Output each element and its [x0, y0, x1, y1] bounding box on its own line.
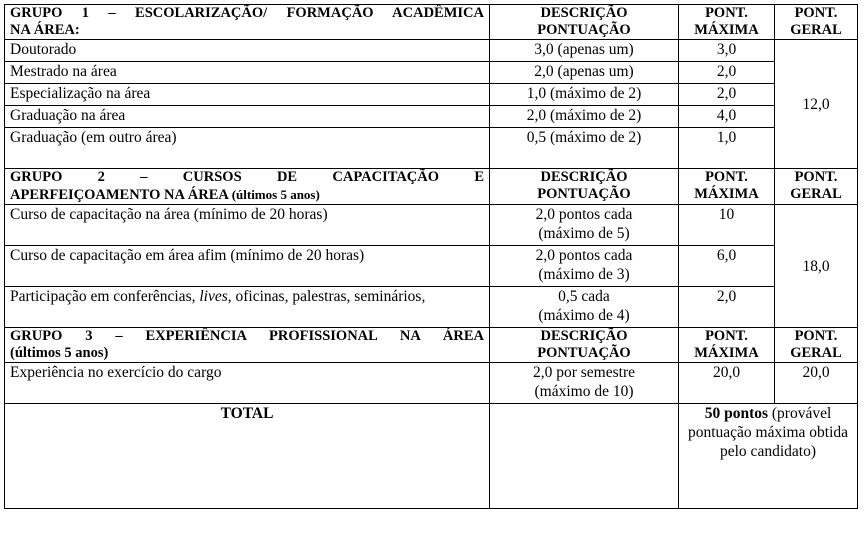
table-row	[5, 62, 858, 84]
item-cell	[5, 287, 490, 328]
group-header-row	[5, 5, 858, 40]
desc-line2: (máximo de 3)	[538, 266, 630, 283]
item-cell: Doutorado	[5, 40, 490, 62]
max-cell: 1,0	[679, 128, 775, 169]
max-cell: 3,0	[679, 40, 775, 62]
geral-cell: 20,0	[775, 363, 858, 404]
group-title-line1: GRUPO 1 – ESCOLARIZAÇÃO/ FORMAÇÃO ACADÊMICA	[10, 5, 484, 21]
table-row	[5, 106, 858, 128]
item-cell: Graduação (em outro área)	[5, 128, 490, 169]
group-title-line1: GRUPO 2 – CURSOS DE CAPACITAÇÃO E	[10, 169, 484, 185]
group-title-line2: (últimos 5 anos)	[10, 345, 109, 361]
table-row	[5, 128, 858, 169]
geral-cell: 18,0	[775, 205, 858, 328]
desc-cell	[490, 205, 679, 246]
desc-cell	[490, 287, 679, 328]
column-header-pont-maxima: PONT. MÁXIMA	[679, 328, 775, 363]
desc-cell	[490, 363, 679, 404]
desc-line2: (máximo de 10)	[534, 383, 634, 400]
column-header-descricao: DESCRIÇÃO PONTUAÇÃO	[490, 328, 679, 363]
table-row	[5, 246, 858, 287]
group-title-line2: APERFEIÇOAMENTO NA ÁREA	[10, 187, 229, 203]
group-title-suffix: (últimos 5 anos)	[231, 187, 320, 202]
table-row	[5, 40, 858, 62]
item-cell: Experiência no exercício do cargo	[5, 363, 490, 404]
max-cell: 2,0	[679, 287, 775, 328]
geral-cell: 12,0	[775, 40, 858, 169]
total-empty-cell	[490, 404, 679, 509]
desc-cell: 2,0 (máximo de 2)	[490, 106, 679, 128]
group-title	[5, 169, 490, 205]
item-text-italic: lives	[199, 288, 228, 305]
item-cell: Curso de capacitação em área afim (mínimo de 20 horas)	[5, 246, 490, 287]
table-row	[5, 287, 858, 328]
column-header-pont-geral: PONT. GERAL	[775, 169, 858, 205]
group-header-row	[5, 328, 858, 363]
desc-line1: 0,5 cada	[558, 288, 610, 305]
desc-line1: 2,0 por semestre	[532, 364, 635, 381]
table-row	[5, 205, 858, 246]
desc-line2: (máximo de 5)	[538, 225, 630, 242]
desc-line1: 2,0 pontos cada	[535, 247, 633, 264]
max-cell: 4,0	[679, 106, 775, 128]
table-row	[5, 363, 858, 404]
max-cell: 2,0	[679, 62, 775, 84]
total-points-cell	[679, 404, 858, 509]
desc-cell: 1,0 (máximo de 2)	[490, 84, 679, 106]
desc-cell: 2,0 (apenas um)	[490, 62, 679, 84]
column-header-descricao: DESCRIÇÃO PONTUAÇÃO	[490, 5, 679, 40]
max-cell: 2,0	[679, 84, 775, 106]
desc-line1: 2,0 pontos cada	[535, 206, 633, 223]
desc-line2: (máximo de 4)	[538, 307, 630, 324]
score-table	[4, 4, 858, 509]
total-label: TOTAL	[5, 404, 490, 509]
column-header-pont-maxima: PONT. MÁXIMA	[679, 169, 775, 205]
group-title	[5, 328, 490, 363]
desc-cell: 3,0 (apenas um)	[490, 40, 679, 62]
total-points: 50 pontos	[704, 405, 769, 422]
desc-cell: 0,5 (máximo de 2)	[490, 128, 679, 169]
item-cell: Mestrado na área	[5, 62, 490, 84]
group-title-line2: NA ÁREA:	[10, 22, 80, 38]
max-cell: 10	[679, 205, 775, 246]
group-title-line1: GRUPO 3 – EXPERIÊNCIA PROFISSIONAL NA ÁREA	[10, 328, 484, 344]
total-row	[5, 404, 858, 509]
group-title	[5, 5, 490, 40]
total-points-note: (provável pontuação máxima obtida pelo candidato)	[687, 405, 849, 460]
column-header-descricao: DESCRIÇÃO PONTUAÇÃO	[490, 169, 679, 205]
desc-cell	[490, 246, 679, 287]
column-header-pont-maxima: PONT. MÁXIMA	[679, 5, 775, 40]
max-cell: 6,0	[679, 246, 775, 287]
item-cell: Especialização na área	[5, 84, 490, 106]
item-text-post: , oficinas, palestras, seminários,	[227, 288, 426, 305]
column-header-pont-geral: PONT. GERAL	[775, 328, 858, 363]
table-row	[5, 84, 858, 106]
item-cell: Curso de capacitação na área (mínimo de 20 horas)	[5, 205, 490, 246]
max-cell: 20,0	[679, 363, 775, 404]
item-text-pre: Participação em conferências,	[10, 288, 200, 305]
column-header-pont-geral: PONT. GERAL	[775, 5, 858, 40]
group-header-row	[5, 169, 858, 205]
item-cell: Graduação na área	[5, 106, 490, 128]
